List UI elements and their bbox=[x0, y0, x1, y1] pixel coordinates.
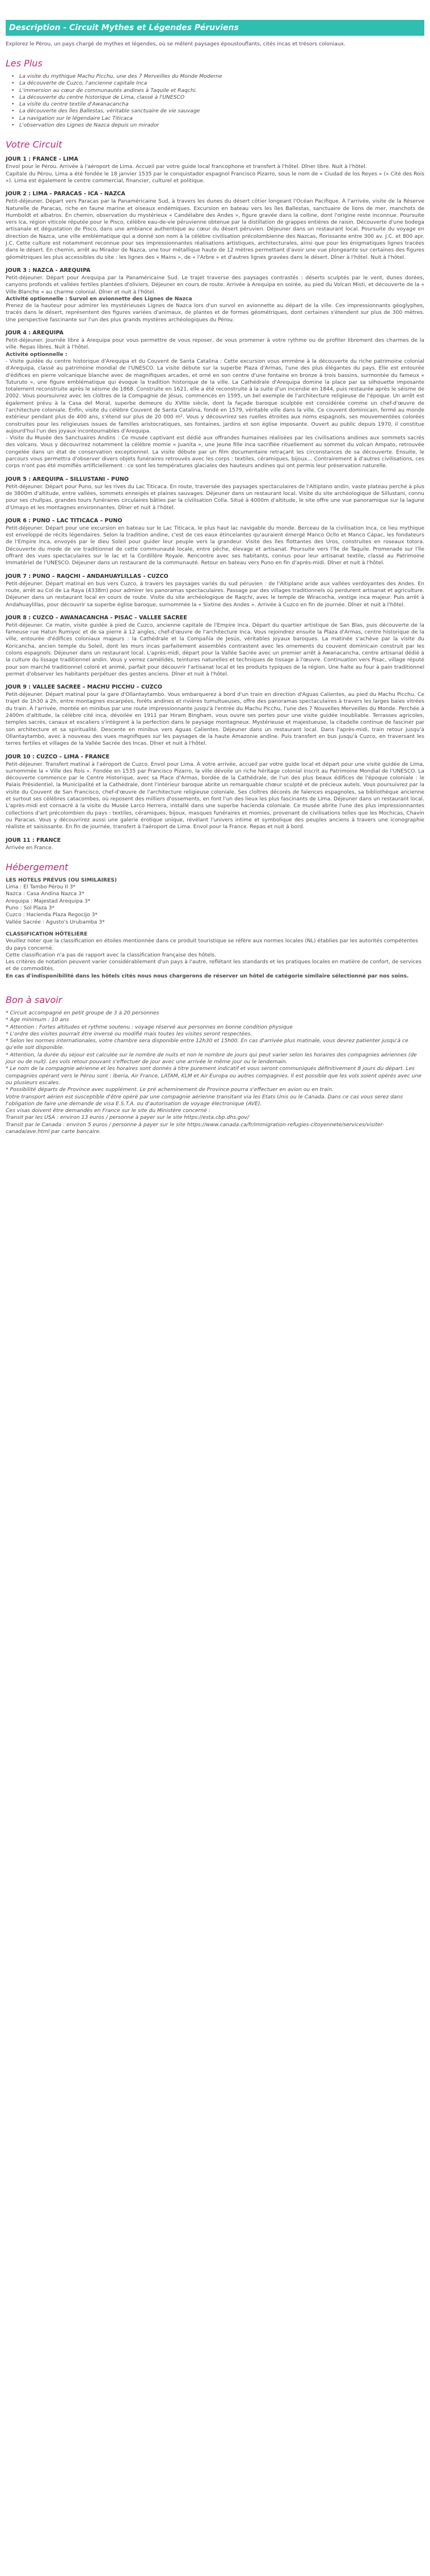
day-block bbox=[6, 267, 424, 324]
info-line: * L'ordre des visites pourrait être inversé ou modifié mais toutes les visites seront respectées. bbox=[6, 1030, 252, 1037]
day-title: JOUR 3 : NAZCA - AREQUIPA bbox=[6, 267, 91, 274]
hotels-subtitle: LES HOTELS PRÉVUS (OU SIMILAIRES) bbox=[6, 876, 117, 883]
plus-item: • La visite du centre textile d'Awanacancha bbox=[11, 101, 424, 108]
day-block bbox=[6, 573, 424, 609]
hotels-block bbox=[6, 877, 424, 980]
day-block bbox=[6, 191, 424, 261]
day-title: JOUR 8 : CUZCO – AWANACANCHA - PISAC – VALLEE SACREE bbox=[6, 614, 187, 621]
classification-title: CLASSIFICATION HÔTELIÈRE bbox=[6, 930, 88, 937]
day-text: Capitale du Pérou, Lima a été fondée le 18 janvier 1535 par le conquistador espagnol Francisco Pizarro, sous le nom de « Ciudad de los Reyes » (« Cité des Rois »). Lima est également le centre commercial, financier, culturel et politique. bbox=[6, 170, 424, 184]
day-block bbox=[6, 615, 424, 678]
day-title: JOUR 7 : PUNO – RAQCHI – ANDAHUAYLILLAS - CUZCO bbox=[6, 573, 168, 580]
hotel-item: Vallée Sacrée : Agusto's Urubamba 3* bbox=[6, 918, 105, 925]
info-line: Ces visas doivent être demandés en France sur le site du Ministère concerné : bbox=[6, 1107, 210, 1114]
day-block bbox=[6, 476, 424, 511]
day-title: JOUR 5 : AREQUIPA – SILLUSTANI - PUNO bbox=[6, 476, 129, 483]
plus-list bbox=[6, 73, 424, 129]
day-text: Petit-déjeuner. Départ matinal en bus vers Cuzco, à travers les paysages variés du sud péruvien : de l'Altiplano aride aux vallées verdoyantes des Andes. En route, arrêt au Col de La Raya (4338m) pour admirer les panoramas spectaculaires. Passage par des villages traditionnels où perdurent artisanat et agriculture. Déjeuner dans un restaurant local en cours de route. Visite du site archéologique de Raqchi, avec le temple de Wiracocha, vestige inca majeur. Puis arrêt à Andahuaylillas, pour découvrir sa superbe église baroque, surnommée la « Sixtine des Andes ». Arrivée à Cuzco en fin de journée. Dîner et nuit à l'hôtel. bbox=[6, 580, 424, 608]
info-line: Votre transport aérien est susceptible d'être opéré par une compagnie aérienne transitant via les Etats Unis ou le Canada. Dans ce cas vous serez dans l'obligation de faire une demande de visa E.S.T.A. ou d'autorisation de voyage électronique (AVE). bbox=[6, 1093, 403, 1107]
optional-activity-title: Activité optionnelle : Survol en avionnette des Lignes de Nazca bbox=[6, 295, 192, 302]
intro-text: Explorez le Pérou, un pays chargé de mythes et légendes, où se mêlent paysages époustouflants, cités incas et trésors coloniaux. bbox=[6, 41, 346, 47]
day-block bbox=[6, 518, 424, 567]
day-text: Petit-déjeuner. Départ pour une excursion en bateau sur le Lac Titicaca, le plus haut lac navigable du monde. Berceau de la civilisation Inca, ce lieu mythique est enveloppé de récits légendaires. Selon la tradition andine, c'est de ces eaux étincelantes qu'auraient émergé Manco Ocllo et Manco Cápac, les fondateurs de l'Empire Inca, envoyés par le dieu Soleil pour guider leur peuple vers la grandeur. Visite des îles flottantes des Uros, construites en roseaux totora. Découverte du mode de vie traditionnel de cette communauté locale, entre pêche, élevage et artisanat. Poursuite vers l'île de Taquile. Promenade sur l'île offrant des vues spectaculaires sur le lac et la Cordillère Royale. Rencontre avec ses habitants, connus pour leur artisanat textile, classé au Patrimoine Immatériel de l'UNESCO. Déjeuner dans un restaurant de la communauté. Retour en bateau vers Puno en fin d'après-midi. Dîner et nuit à l'hôtel. bbox=[6, 525, 424, 567]
day-block bbox=[6, 684, 424, 747]
day-block bbox=[6, 754, 424, 831]
day-block bbox=[6, 156, 424, 184]
day-text: Petit-déjeuner. Ce matin, visite guidée à pied de Cuzco, ancienne capitale de l'Empire Inca. Départ du quartier artistique de San Blas, puis découverte de la fameuse rue Hatun Rumiyoc et de sa pierre à 12 angles, chef-d'œuvre de l'architecture Inca. Vous rejoindrez ensuite la Plaza d'Armas, centre historique de la ville, entourée d'édifices coloniaux majeurs : la Cathédrale et la Compañía de Jesús, véritables joyaux baroques. La matinée s'achève par la visite du Koricancha, ancien temple du Soleil, dont les murs incas parfaitement assemblés contrastent avec les ornements du couvent dominicain construit par les colons espagnols. Déjeuner dans un restaurant local. L'après-midi, départ pour la Vallée Sacrée avec un premier arrêt à Awanacancha, centre artisanal dédié à la culture du lissage traditionnel andin. Vous y verrez camélidés, teintures naturelles et techniques de tissage à l'œuvre. Continuation vers Pisac, village réputé pour son marché traditionnel coloré et animé, parfait pour découvrir l'artisanat local et les produits typiques de la région. Une halte au four à pain traditionnel permet d'observer les habitants perpétuer des gestes anciens. Dîner et nuit à l'hôtel. bbox=[6, 622, 424, 677]
info-line: * Age minimum : 10 ans bbox=[6, 1017, 69, 1023]
day-title: JOUR 2 : LIMA - PARACAS - ICA - NAZCA bbox=[6, 191, 125, 198]
bon-a-savoir-block bbox=[6, 1010, 424, 1135]
day-title: JOUR 6 : PUNO – LAC TITICACA – PUNO bbox=[6, 517, 123, 524]
day-text: Arrivée en France. bbox=[6, 844, 53, 851]
title-banner bbox=[6, 20, 424, 36]
day-title: JOUR 1 : FRANCE - LIMA bbox=[6, 156, 78, 163]
page bbox=[0, 20, 430, 1135]
page-title: Description - Circuit Mythes et Légendes Péruviens bbox=[9, 23, 239, 32]
info-line: * Possibilité départs de Province avec supplément. Le pré acheminement de Province pourra s'effectuer en avion ou en train. bbox=[6, 1086, 334, 1093]
info-line: * Selon les normes internationales, votre chambre sera disponible entre 12h30 et 15h00. En cas d'arrivée plus matinale, vous devrez patienter jusqu'à ce qu'elle soit disponible. bbox=[6, 1038, 408, 1051]
day-text: - Visite du Musée des Sanctuaires Andins : Ce musée captivant est dédié aux offrandes humaines réalisées par les civilisations andines aux sommets sacrés des volcans. Vous y découvrirez notamment la célèbre momie « Juanita », une jeune fille inca sacrifiée rituellement au sommet du volcan Ampato, retrouvée congelée dans un état de conservation exceptionnel. La visite débute par un film documentaire retraçant les circonstances de sa découverte. Ensuite, le parcours vous permettra d'observer divers objets funéraires retrouvés avec les corps : textiles, céramiques, bijoux… Contrairement à d'autres civilisations, ces corps n'ont pas été momifiés artificiellement : ce sont les températures glaciales des hauteurs andines qui ont permis leur préservation naturelle. bbox=[6, 435, 424, 469]
plus-item: • L'immersion au cœur de communautés andines à Taquile et Raqchi. bbox=[11, 87, 424, 94]
plus-item: • La découverte des îles Ballestas, véritable sanctuaire de vie sauvage bbox=[11, 108, 424, 115]
classification-text: En cas d'indisponibilité dans les hôtels cités nous nous chargerons de réserver un hôtel de catégorie similaire sélectionné par nos soins. bbox=[6, 972, 409, 979]
optional-activity-title: Activité optionnelle : bbox=[6, 351, 68, 358]
day-text: Petit-déjeuner. Transfert matinal à l'aéroport de Cuzco. Envol pour Lima. À votre arrivée, accueil par votre guide local et départ pour une visite guidée de Lima, surnommée la « Ville des Rois ». Fondée en 1535 par Francisco Pizarro, la ville dévoile un riche héritage colonial inscrit au Patrimoine Mondial de l'UNESCO. La découverte commence par le Centre Historique, avec sa Place d'Armas, bordée de la Cathédrale, de l'un des plus beaux édifices de l'époque coloniale : le Palais Présidentiel, la Municipalité et la Cathédrale, dont l'intérieur baroque abrite un remarquable chœur sculpté et de précieux autels. Vous poursuivrez par la visite du Couvent de San Francisco, chef-d'œuvre de l'architecture religieuse coloniale. Ses cloîtres décorés de faïences espagnoles, sa bibliothèque ancienne et surtout ses célèbres catacombes, où reposent des milliers d'ossements, en font l'un des lieux les plus fascinants de Lima. Déjeuner dans un restaurant local. L'après-midi est consacré à la visite du Musée Larco Herrera, installé dans une superbe hacienda coloniale. Ce musée abrite l'une des plus impressionnantes collections d'art précolombien du pays : textiles, céramiques, bijoux, masques funéraires et momies, provenant de civilisations telles que les Mochicas, Chavín ou Paracas. Vous y découvrirez aussi une galerie érotique unique, révélant l'univers intime et symbolique des peuples anciens à travers une iconographie réaliste et saisissante. En fin de journée, transfert à l'aéroport de Lima. Envol pour la France. Repas et nuit à bord. bbox=[6, 761, 424, 830]
day-text: Petit-déjeuner. Départ matinal pour la gare d'Ollantaytambo. Vous embarquerez à bord d'un train en direction d'Aguas Calientes, au pied du Machu Picchu. Ce trajet de 1h30 à 2h, entre montagnes escarpées, forêts andines et rivières tumultueuses, offre des panoramas spectaculaires à travers les larges baies vitrées du train. À l'arrivée, montée en minibus par une route impressionnante jusqu'à l'entrée du Machu Picchu, l'une des 7 Nouvelles Merveilles du Monde. Perchée à 2400m d'altitude, la célèbre cité inca, dévoilée en 1911 par Hiram Bingham, vous ouvre ses portes pour une visite guidée inoubliable. Terrasses agricoles, temples sacrés, canaux et escaliers s'intègrent à la perfection dans le paysage montagneux. Mystérieuse et majestueuse, la citadelle continue de fasciner par son architecture et sa spiritualité. Descente en minibus vers Aguas Calientes. Déjeuner dans un restaurant local. Dans l'après-midi, train retour jusqu'à Ollantaytambo, avec à nouveau des vues magnifiques sur les paysages de la haute Amazonie andine. Puis transfert en bus jusqu'à Cuzco, en traversant les terres fertiles et villages de la Vallée Sacrée des Incas. Dîner et nuit à l'hôtel. bbox=[6, 691, 424, 747]
day-block bbox=[6, 837, 424, 851]
plus-item: • L'observation des Lignes de Nazca depuis un mirador bbox=[11, 122, 424, 129]
hotel-item: Nazca : Casa Andina Nazca 3* bbox=[6, 891, 85, 897]
plus-item: • La découverte du centre historique de Lima, classé à l'UNESCO bbox=[11, 94, 424, 101]
day-text: - Visite guidée du centre historique d'Arequipa et du Couvent de Santa Catalina : Cette excursion vous emmène à la découverte du riche patrimoine colonial d'Arequipa, classé au patrimoine mondial de l'UNESCO. La visite débute sur la superbe Plaza d'Armas, l'une des plus élégantes du pays. Elle est entourée d'édifices en pierre volcanique blanche avec de magnifiques arcades, et orné en son centre d'une fontaine en bronze à trois bassins, surmontée du fameux « Tuturuto », une figure emblématique qui évoque la tradition historique de la ville. La Cathédrale d'Arequipa domine la place par sa silhouette imposante totalement reconstruite après le séisme de 1868. Construite en 1621, elle a été reconstruite à la suite d'un incendie en 1844, puis restaurée après le séisme de 2002. Vous poursuivrez avec les cloîtres de la Compagnie de Jésus, commencés en 1595, un bel exemple de l'architecture religieuse de l'époque. Un arrêt est également prévu à la Casa del Moral, superbe demeure du XVIIIe siècle, dont la façade baroque sculptée est considérée comme un chef-d'œuvre de l'architecture coloniale. Enfin, visite du célèbre Couvent de Santa Catalina, fondé en 1579, véritable ville dans la ville. Ce couvent dominicain, fermé au monde extérieur pendant plus de 400 ans, s'étend sur plus de 20 000 m². Vous y découvrirez ses ruelles étroites aux noms espagnols, ses mouvementées colorées construites pour les religieuses issues de familles aristocratiques, ses fontaines, jardins et son église imposante. Ouvert au public depuis 1970, il constitue aujourd'hui l'un des joyaux incontournables d'Arequipa. bbox=[6, 358, 424, 434]
info-line: * Attention, la durée du séjour est calculée sur le nombre de nuits et non le nombre de jours qui peut varier selon les horaires des compagnies aériennes (de jour ou de nuit). Les vols retour pouvant s'effectuer de jour avec une arrivée le même jour ou le lendemain. bbox=[6, 1051, 417, 1065]
section-title-bon-a-savoir: Bon à savoir bbox=[6, 994, 62, 1005]
classification-text: Cette classification n'a pas de rapport avec la classification française des hôtels. bbox=[6, 951, 217, 958]
section-title-circuit: Votre Circuit bbox=[6, 139, 62, 150]
day-text: Petit-déjeuner. Départ pour Arequipa par la Panaméricaine Sud. Le trajet traverse des paysages contrastés : déserts sculptés par le vent, dunes dorées, canyons profonds et vallées fertiles plantées d'oliviers. Déjeuner en cours de route. Arrivée à Arequipa en soirée, au pied du Volcan Misti, et découverte de la « Ville Blanche » au charme colonial. Dîner et nuit à l'hôtel. bbox=[6, 274, 424, 295]
day-text: Envol pour le Pérou. Arrivée à l'aéroport de Lima. Accueil par votre guide local francophone et transfert à l'hôtel. Dîner libre. Nuit à l'hôtel. bbox=[6, 163, 367, 170]
day-text: Petit-déjeuner. Départ pour Puno, sur les rives du Lac Titicaca. En route, traversée des paysages spectaculaires de l'Altiplano andin, vaste plateau perché à plus de 3800m d'altitude, entre vallées, sommets enneigés et plaines sauvages. Déjeuner dans un restaurant local. Visite du site archéologique de Sillustani, connu pour ses chullpas, grandes tours funéraires circulaires bâties par la civilisation Colla. Situé à 4000m d'altitude, le site offre une vue panoramique sur la lagune d'Umayo et les montagnes environnantes. Dîner et nuit à l'hôtel. bbox=[6, 483, 424, 511]
day-title: JOUR 10 : CUZCO – LIMA - FRANCE bbox=[6, 753, 109, 760]
day-text: Petit-déjeuner. Journée libre à Arequipa pour vous permettre de vous reposer, de vous promener à votre rythme ou de profiter librement des charmes de la ville. Repas libres. Nuit à l'hôtel. bbox=[6, 337, 424, 351]
section-title-plus: Les Plus bbox=[6, 58, 43, 69]
day-block bbox=[6, 330, 424, 470]
day-text: Prenez de la hauteur pour admirer les mystérieuses Lignes de Nazca lors d'un survol en avionnette au départ de la ville. Ces impressionnants géoglyphes, tracés dans le désert, représentent des figures variées d'animaux, de plantes et de formes géométriques, dont certaines s'étendent sur plus de 300 mètres. Une perspective fascinante sur l'un des plus grands mystères archéologiques du Pérou. bbox=[6, 303, 424, 323]
info-line: * Attention : Fortes altitudes et rythme soutenu : voyage réservé aux personnes en bonne condition physique bbox=[6, 1023, 293, 1030]
info-line: Transit par le Canada : environ 5 euros / personne à payer sur le site https://www.canada.ca/fr/immigration-refugies-citoyennete/services/visiter-canada/ave.html par carte bancaire. bbox=[6, 1121, 385, 1135]
plus-item: • La navigation sur le légendaire Lac Titicaca bbox=[11, 115, 424, 122]
hotel-item: Cuzco : Hacienda Plaza Regocijo 3* bbox=[6, 912, 98, 918]
classification-text: Les critères de notation peuvent varier considérablement d'un pays à l'autre, reflétant les standards et les pratiques locales en matière de confort, de services et de commodités. bbox=[6, 959, 421, 972]
day-title: JOUR 11 : FRANCE bbox=[6, 837, 61, 844]
section-title-hebergement: Hébergement bbox=[6, 861, 69, 872]
hotel-item: Puno : Sol Plaza 3* bbox=[6, 905, 55, 912]
plus-item: • La découverte de Cuzco, l'ancienne capitale Inca bbox=[11, 80, 424, 87]
day-title: JOUR 9 : VALLEE SACREE – MACHU PICCHU – CUZCO bbox=[6, 684, 162, 691]
day-text: Petit-déjeuner. Départ vers Paracas par la Panaméricaine Sud, à travers les dunes du désert côtier longeant l'Océan Pacifique. À l'arrivée, visite de la Réserve Naturelle de Paracas, riche en faune marine et oiseaux endémiques. Excursion en bateau vers les îles Ballestas, sanctuaire de lions de mer, manchots de Humboldt et albatros. En chemin, observation du mystérieux « Candélabre des Andes », figure gravée dans la colline, dont l'origine reste inconnue. Poursuite vers Ica, région viticole réputée pour le Pisco, célèbre eau-de-vie péruvienne obtenue par la distillation de grappes entières de raisin. Découverte d'une bodega artisanale et dégustation de Pisco, dans une ambiance authentique au cœur du désert péruvien. Déjeuner dans un restaurant local. Poursuite du voyage en direction de Nazca, une ville emblématique qui a donné son nom à la célèbre civilisation précolombienne des Nazcas, florissante entre 300 av. J.C. et 800 apr. J.C. Cette culture est notamment reconnue pour ses impressionnantes réalisations artistiques, architecturales, ainsi que pour les énigmatiques lignes tracées dans le désert. En chemin, arrêt au Mirador de Nazca, une tour métallique haute de 12 mètres permettant d'avoir une vue plongeante sur certaines des figures géométriques les plus accessibles du site : les lignes des « Mains », de « l'Arbre » et d'autres lignes gravées dans le désert. Dîner à l'hôtel. Nuit à l'hôtel. bbox=[6, 198, 424, 261]
info-line: * Le nom de la compagnie aérienne et les horaires sont donnés à titre purement indicatif et vous seront communiqués définitivement 8 jours du départ. Les compagnies opérant vers le Pérou sont : Iberia, Air France, LATAM, KLM et Air Europa ou autres compagnies. Il est possible que les vols soient opérés avec une ou plusieurs escales. bbox=[6, 1065, 422, 1086]
plus-item: • La visite du mythique Machu Picchu, une des 7 Merveilles du Monde Moderne bbox=[11, 73, 424, 80]
info-line: Transit par les USA : environ 13 euros / personne à payer sur le site https://esta.cbp.dhs.gov/ bbox=[6, 1114, 249, 1121]
day-title: JOUR 4 : AREQUIPA bbox=[6, 330, 64, 337]
classification-text: Veuillez noter que la classification en étoiles mentionnée dans ce produit touristique se réfère aux normes locales (NL) établies par les autorités compétentes du pays concerné. bbox=[6, 938, 418, 951]
info-line: * Circuit accompagné en petit groupe de 3 à 20 personnes bbox=[6, 1009, 159, 1016]
hotel-item: Lima : El Tambo Pérou II 3* bbox=[6, 884, 76, 891]
hotel-item: Arequipa : Majestad Arequipa 3* bbox=[6, 897, 91, 904]
